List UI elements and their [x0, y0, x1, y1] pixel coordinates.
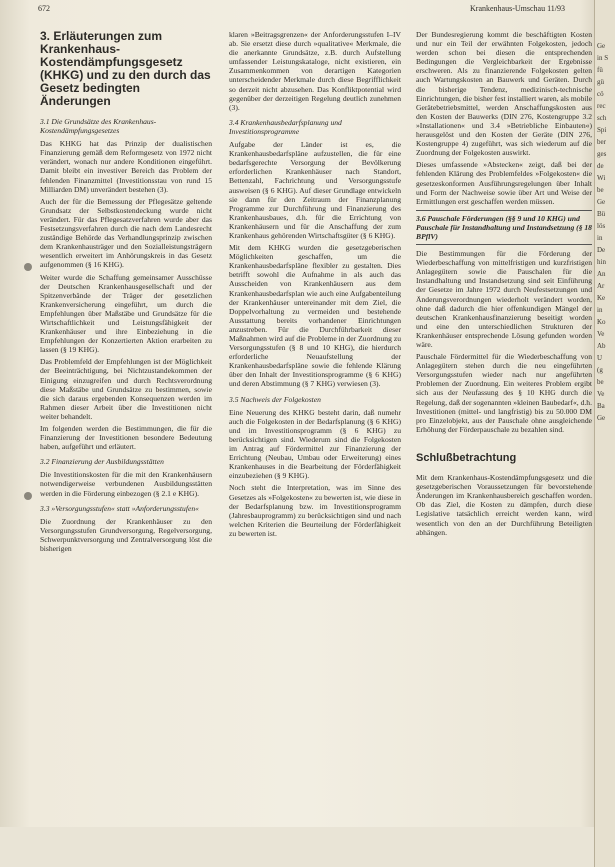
subsection-3-5-heading: 3.5 Nachweis der Folgekosten	[229, 394, 321, 404]
paragraph: Eine Neuerung des KHKG besteht darin, daß numehr auch die Folgekosten in der Bedarfsplanung (§ 6 KHG) und im Investitionsprogramm (§ 6 KHG) zu berücksichtigen sind. Wiederum sind die Folgekosten im Antrag auf Fördermittel zur Finanzierung der Errichtung (Neubau, Umbau oder Erweiterung) eines Krankenhauses in die Bearbeitung der Förderfähigkeit einzubeziehen (§ 9 KHG).	[229, 407, 401, 481]
facing-page-fragment: Ke	[597, 294, 606, 302]
paragraph: Die Zuordnung der Krankenhäuser zu den Versorgungsstufen Grundversorgung, Regelversorgung, Schwerpunktversorgung und Zentralversorgung löst die bisherigen	[40, 516, 212, 554]
facing-page-fragment: Ar	[597, 282, 605, 290]
paragraph: Auch der für die Bemessung der Pflegesätze geltende Grundsatz der Selbstkostendeckung wurde nicht verändert. Für das Pflegesatzverfahren wurde aber das Festsetzungsverfahren durch die nach dem Landesrecht zuständige Behörde das Verhandlungsprinzip zwischen dem Krankenhausträger und den Sozialleistungsträgern wesentlich erweitert im Anhörungskreis in das Gesetz aufgenommen (§ 16 KHG).	[40, 196, 212, 270]
facing-page-fragment: De	[597, 246, 606, 254]
column-3	[416, 30, 592, 540]
column-2	[229, 30, 401, 541]
paragraph: Die Investitionskosten für die mit den Krankenhäusern notwendigerweise verbundenen Ausbildungsstätten werden in die Förderung einbezogen (§ 2.1 e KHG).	[40, 470, 212, 498]
facing-page-fragment: Ve	[597, 330, 605, 338]
facing-page-fragment: Ab	[597, 342, 606, 350]
paragraph: Die Bestimmungen für die Förderung der Wiederbeschaffung von mittelfristigen und kurzfristigen Anlagegütern sowie die Pauschalen für die Instandhaltung und Instandsetzung sind seit Einführung der Gesetze im Jahre 1972 durch Neufestsetzungen und Änderungsverordnungen wiederholt verändert worden, ohne daß dadurch die hier offenkundigen Mängel der deutschen Krankenhausfinanzierung beseitigt worden und eine den unterschiedlichen Strukturen der Krankenhäuser entsprechende Lösung gefunden worden wäre.	[416, 249, 592, 349]
subsection-3-2-heading: 3.2 Finanzierung der Ausbildungsstätten	[40, 457, 164, 467]
paragraph: Im folgenden werden die Bestimmungen, die für die Finanzierung der Investitionen besondere Bedeutung haben, aufgeführt und erläutert.	[40, 424, 212, 452]
facing-page-fragment: lös	[597, 222, 606, 230]
facing-page-fragment: be	[597, 378, 604, 386]
facing-page-fragment: ges	[597, 150, 607, 158]
paragraph: klaren »Beitragsgrenzen« der Anforderungsstufen I–IV ab. Sie ersetzt diese durch »qualitative« Merkmale, die die anerkannte Grundsätze, z.B. durch Aufstellung umfassender Leistungskataloge, nicht existieren, ein Zusammenkommen von derartigen Kategorien unterscheidender Merkmale durch diese Begrifflichkeit so derzeit nicht abzusehen. Das Konfliktpotential wird gegenüber der derzeitigen Regelung deutlich zunehmen (3).	[229, 30, 401, 112]
subsection-3-3-heading: 3.3 »Versorgungsstufen« statt »Anforderungsstufen«	[40, 503, 199, 513]
facing-page-fragment: Spi	[597, 126, 607, 134]
facing-page-fragment: de	[597, 162, 604, 170]
facing-page-fragment: Ve	[597, 390, 605, 398]
facing-page-fragment: ber	[597, 138, 606, 146]
facing-page-fragment: hin	[597, 258, 606, 266]
paragraph: Pauschale Fördermittel für die Wiederbeschaffung von Anlagegütern stehen durch die neu eingeführten Versorgungsstufen wieder nach nur angeführten Problemen der Zuordnung. Ein weiteres Problem ergibt sich aus der Neufassung des § 10 KHG durch die Regelung, daß der sogenannten »kleinen Baubedarf«, d.h. Investitionen (mittel- und langfristig) bis zu 50.000 DM pro Einzelobjekt, aus der Pauschale ohne ausgleichende Erhöhung der Förderpauschale zu bezahlen sind.	[416, 352, 592, 434]
section-title: 3. Erläuterungen zum Krankenhaus-Kostendämpfungsgesetz (KHKG) und zu den durch das Gesetz bedingten Änderungen	[40, 29, 211, 108]
facing-page-fragment: Ge	[597, 414, 606, 422]
conclusion-heading: Schlußbetrachtung	[416, 451, 517, 464]
facing-page-fragment: rec	[597, 102, 606, 110]
page-number: 672	[38, 4, 50, 13]
facing-page-fragment: cö	[597, 90, 604, 98]
running-title: Krankenhaus-Umschau 11/93	[470, 4, 566, 13]
facing-page-fragment: An	[597, 270, 606, 278]
facing-page-fragment: (g	[597, 366, 603, 374]
subsection-3-4-heading: 3.4 Krankenhausbedarfsplanung und Investitionsprogramme	[229, 117, 342, 136]
paragraph: Das Problemfeld der Empfehlungen ist der Möglichkeit der Beeinträchtigung, bei Nichtzustandekommen der Einigung einzugreifen und durch Rechtsverordnung diese Maßstäbe und Grundsätze zu bestimmen, sowie die sich daraus ergebenden Konsequenzen werden im Rahmen dieser Arbeit über die Investitionen nicht weiter behandelt.	[40, 357, 212, 421]
paragraph: Mit dem KHKG wurden die gesetzgeberischen Möglichkeiten geschaffen, um die Krankenhausbedarfspläne flexibler zu gestalten. Dies betrifft sowohl die Aufnahme in als auch das Ausscheiden von Krankenhäusern aus dem Krankenhausbedarfsplan wie auch eine Aufgabenteilung der Krankenhäuser untereinander mit dem Ziel, die Doppelvorhaltung zu vermeiden und bestehende Ausstattung bereits vorhandener Einrichtungen anzustreben. Für die Durchführbarkeit dieser Maßnahmen wird auf die Probleme in der Zuordnung zu Versorgungsstufen (§ 8 und 10 KHG), die hierdurch erforderliche Neuaufstellung der Krankenhausbedarfspläne sowie die fehlende Klärung über den Inhalt der Investitionsprogramme (§ 6 KHG) und deren Abstimmung (§ 7 KHG) verwiesen (3).	[229, 243, 401, 389]
binder-hole-mark	[24, 492, 32, 500]
facing-page-fragment: Ko	[597, 318, 606, 326]
paragraph: Dieses umfassende »Abstecken« zeigt, daß bei der fehlenden Klärung des Problemfeldes »Folgekosten« die gesetzeskonformen Ausführungsregelungen über Inhalt und Form der Nachweise sowie über Art und Weise der Ermittlungen erst geschaffen werden müssen.	[416, 160, 592, 206]
facing-page-fragment: in	[597, 234, 603, 242]
subsection-3-6-heading: 3.6 Pauschale Förderungen (§§ 9 und 10 KHG) und Pauschale für Instandhaltung und Instandsetzung (§ 18 BPflV)	[416, 210, 592, 245]
facing-page-fragment: Bü	[597, 210, 606, 218]
facing-page-edge	[594, 0, 615, 867]
paragraph: Mit dem Krankenhaus-Kostendämpfungsgesetz und die gesetzgeberischen Voraussetzungen für bevorstehende Änderungen im Krankenhausbereich geschaffen worden. Ob das Ziel, die Kosten zu dämpfen, durch diese Legislative tatsächlich erreicht werden kann, wird wesentlich von den an der Durchführung Beteiligten abhängen.	[416, 473, 592, 537]
binder-hole-mark	[24, 263, 32, 271]
facing-page-fragment: in S	[597, 54, 609, 62]
facing-page-fragment: gü	[597, 78, 604, 86]
column-1	[40, 30, 212, 556]
paragraph: Der Bundesregierung kommt die beschäftigten Kosten und nur ein Teil der erwähnten Folgekosten, jedoch werden schon bei diesen die entsprechenden Bedingungen die Vergleichbarkeit der Ergebnisse erschweren. Als zu finanzierende Folgekosten gelten auch Wartungskosten an Bauwerk und Geräten. Durch die bisherige Tendenz, medizinisch-technische Einrichtungen, die bisher fest installiert waren, als mobile Gerätebetriebsmittel, werden Anschaffungskosten aus den Kosten der Bauwerks (DIN 276, Kostengruppe 3.2 »Installationen« und 3.4 »Betriebliche Einbauten«) herausgelöst und den Kosten der Geräte (DIN 276, Kostengruppe 4) zugeführt, was sich wiederum auf die Zuordnung der Folgekosten auswirkt.	[416, 30, 592, 158]
subsection-3-1-heading: 3.1 Die Grundsätze des Krankenhaus-Kostendämpfungsgesetzes	[40, 117, 157, 136]
facing-page-fragment: U	[597, 354, 603, 362]
facing-page-fragment: be	[597, 186, 604, 194]
facing-page-fragment: Ge	[597, 42, 606, 50]
paragraph: Aufgabe der Länder ist es, die Krankenhausbedarfspläne aufzustellen, die für eine bedarfsgerechte Versorgung der Bevölkerung erforderlichen Krankenhäuser nach Standort, Bettenzahl, Fachrichtung und Versorgungsstufe ausweisen (§ 6 KHG). Auf dieser Grundlage entwickeln sie dann für den Zeitraum der Finanzplanung Programme zur Durchführung und Finanzierung des Krankenhausbaues, d.h. für die Errichtung von Krankenhäusern und für die Anschaffung der zum Krankenhaus gehörenden Wirtschaftsgüter (§ 6 KHG).	[229, 140, 401, 240]
paragraph: Das KHKG hat das Prinzip der dualistischen Finanzierung gemäß dem Reformgesetz von 1972 nicht verändert, wonach nur andere Konditionen eingeführt. Damit bleibt ein investiver Bereich das Problem der fehlenden Finanzmittel (Investitionsstau von rund 15 Milliarden DM) unverändert bestehen (3).	[40, 139, 212, 194]
facing-page-fragment: in	[597, 306, 603, 314]
facing-page-fragment: Ge	[597, 198, 606, 206]
paragraph: Weiter wurde die Schaffung gemeinsamer Ausschüsse der Deutschen Krankenhausgesellschaft und der Spitzenverbände der Träger der gesetzlichen Krankenversicherung eingeführt, um durch die Empfehlungen über Maßstäbe und Grundsätze für die Wirtschaftlichkeit und Leistungsfähigkeit der Krankenhäuser und ihre Einbeziehung in die Empfehlungen der Konzertierten Aktion erarbeiten zu lassen (§ 19 KHG).	[40, 272, 212, 355]
facing-page-fragment: Ba	[597, 402, 605, 410]
facing-page-fragment: fü	[597, 66, 603, 74]
facing-page-fragment: Wi	[597, 174, 606, 182]
facing-page-fragment: sch	[597, 114, 607, 122]
paragraph: Noch steht die Interpretation, was im Sinne des Gesetzes als »Folgekosten« zu bewerten ist, wie diese in der Bedarfsplanung bzw. im Investitionsprogramm (Jahresbauprogramm) zu berücksichtigen sind und nach welchen Kriterien die Beurteilung der Förderfähigkeit zu bewerten ist.	[229, 483, 401, 538]
